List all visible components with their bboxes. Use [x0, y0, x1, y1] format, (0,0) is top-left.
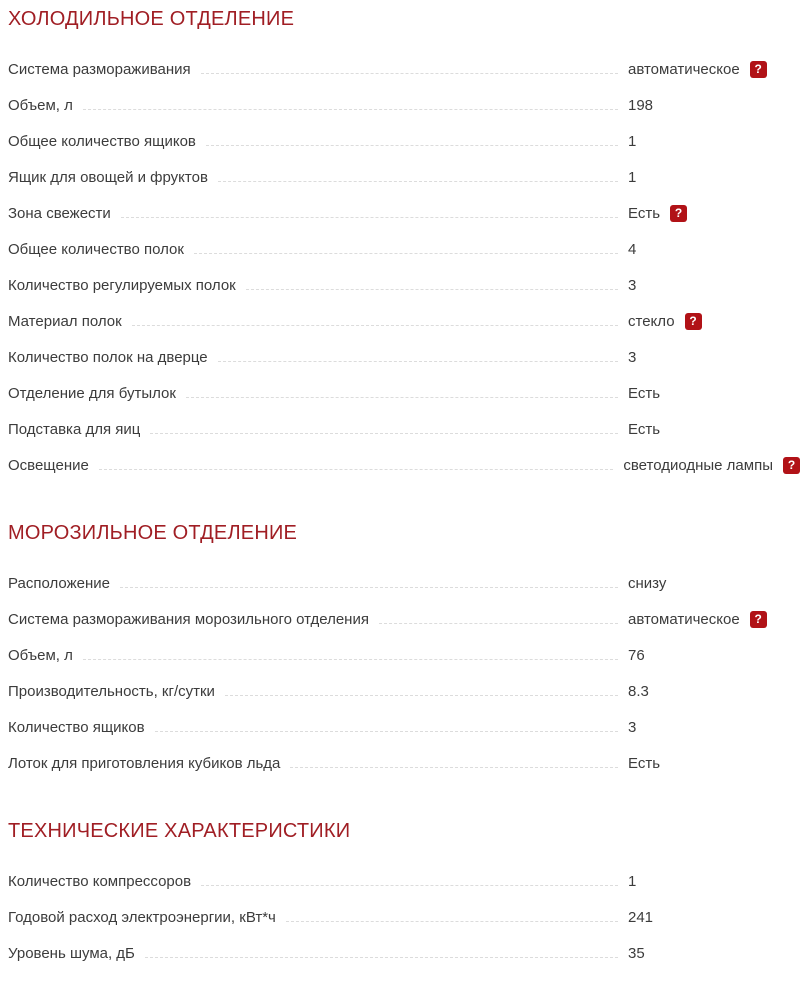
leader-dots	[150, 433, 618, 434]
spec-value-col	[628, 945, 800, 962]
section-title: МОРОЗИЛЬНОЕ ОТДЕЛЕНИЕ	[8, 522, 298, 544]
leader-dots	[290, 767, 618, 768]
spec-value-col	[628, 349, 800, 366]
spec-value-col	[628, 61, 800, 78]
spec-value: 241	[628, 909, 654, 926]
spec-value-col	[628, 647, 800, 664]
spec-label: Система размораживания	[8, 61, 191, 78]
leader-dots	[379, 623, 618, 624]
spec-row	[8, 42, 800, 78]
spec-value: Есть	[628, 205, 661, 222]
spec-label: Количество ящиков	[8, 719, 145, 736]
spec-label: Объем, л	[8, 97, 73, 114]
spec-value-col	[628, 169, 800, 186]
spec-row	[8, 150, 800, 186]
spec-row	[8, 186, 800, 222]
leader-dots	[155, 731, 618, 732]
spec-value: автоматическое	[628, 611, 740, 628]
spec-value: Есть	[628, 755, 661, 772]
spec-value-col	[628, 385, 800, 402]
spec-label: Количество регулируемых полок	[8, 277, 236, 294]
leader-dots	[218, 181, 618, 182]
spec-label: Система размораживания морозильного отделения	[8, 611, 369, 628]
spec-value: светодиодные лампы	[623, 457, 773, 474]
spec-value: Есть	[628, 421, 661, 438]
spec-label: Отделение для бутылок	[8, 385, 176, 402]
spec-row	[8, 402, 800, 438]
leader-dots	[186, 397, 618, 398]
spec-value: стекло	[628, 313, 675, 330]
spec-value-col	[628, 575, 800, 592]
spec-row	[8, 78, 800, 114]
leader-dots	[225, 695, 618, 696]
spec-label: Количество компрессоров	[8, 873, 192, 890]
spec-row	[8, 366, 800, 402]
spec-value-col	[628, 611, 800, 628]
leader-dots	[218, 361, 618, 362]
spec-row	[8, 664, 800, 700]
spec-row	[8, 700, 800, 736]
spec-row	[8, 592, 800, 628]
spec-row	[8, 628, 800, 664]
spec-label: Годовой расход электроэнергии, кВт*ч	[8, 909, 276, 926]
spec-label: Материал полок	[8, 313, 122, 330]
spec-value: 1	[628, 133, 637, 150]
spec-value: 1	[628, 169, 637, 186]
spec-value-col	[628, 909, 800, 926]
spec-value: 4	[628, 241, 637, 258]
spec-row	[8, 222, 800, 258]
spec-value-col	[628, 313, 800, 330]
help-question-icon[interactable]: ?	[750, 611, 767, 628]
leader-dots	[145, 957, 618, 958]
spec-value-col	[628, 241, 800, 258]
leader-dots	[83, 109, 618, 110]
spec-label: Производительность, кг/сутки	[8, 683, 215, 700]
spec-row	[8, 294, 800, 330]
spec-value-col	[628, 421, 800, 438]
spec-label: Общее количество ящиков	[8, 133, 196, 150]
spec-sections	[8, 8, 800, 962]
spec-label: Лоток для приготовления кубиков льда	[8, 755, 281, 772]
leader-dots	[286, 921, 618, 922]
leader-dots	[201, 73, 618, 74]
spec-value: 3	[628, 277, 637, 294]
leader-dots	[206, 145, 618, 146]
spec-label: Объем, л	[8, 647, 73, 664]
section-title: ТЕХНИЧЕСКИЕ ХАРАКТЕРИСТИКИ	[8, 820, 351, 842]
spec-section	[8, 8, 800, 474]
spec-value-col	[628, 277, 800, 294]
help-question-icon[interactable]: ?	[750, 61, 767, 78]
spec-label: Расположение	[8, 575, 110, 592]
spec-row	[8, 330, 800, 366]
leader-dots	[132, 325, 618, 326]
spec-row	[8, 438, 800, 474]
leader-dots	[201, 885, 618, 886]
spec-row	[8, 854, 800, 890]
leader-dots	[120, 587, 618, 588]
spec-value: 3	[628, 349, 637, 366]
spec-value: 76	[628, 647, 645, 664]
spec-value: 3	[628, 719, 637, 736]
spec-label: Ящик для овощей и фруктов	[8, 169, 208, 186]
help-question-icon[interactable]: ?	[685, 313, 702, 330]
spec-value-col	[623, 457, 800, 474]
section-title: ХОЛОДИЛЬНОЕ ОТДЕЛЕНИЕ	[8, 8, 295, 30]
spec-row	[8, 556, 800, 592]
spec-value-col	[628, 205, 800, 222]
spec-label: Уровень шума, дБ	[8, 945, 135, 962]
spec-label: Освещение	[8, 457, 89, 474]
spec-value-col	[628, 755, 800, 772]
spec-value: снизу	[628, 575, 667, 592]
spec-value-col	[628, 873, 800, 890]
spec-row	[8, 258, 800, 294]
spec-value: 8.3	[628, 683, 649, 700]
spec-row	[8, 736, 800, 772]
spec-value-col	[628, 97, 800, 114]
spec-value: 198	[628, 97, 654, 114]
spec-value: 35	[628, 945, 645, 962]
leader-dots	[121, 217, 618, 218]
spec-section	[8, 522, 800, 772]
leader-dots	[99, 469, 614, 470]
spec-label: Зона свежести	[8, 205, 111, 222]
spec-value: Есть	[628, 385, 661, 402]
spec-value-col	[628, 133, 800, 150]
leader-dots	[246, 289, 618, 290]
spec-label: Подставка для яиц	[8, 421, 141, 438]
help-question-icon[interactable]: ?	[783, 457, 800, 474]
spec-label: Общее количество полок	[8, 241, 184, 258]
leader-dots	[83, 659, 618, 660]
spec-value: 1	[628, 873, 637, 890]
spec-row	[8, 890, 800, 926]
spec-section	[8, 820, 800, 962]
spec-value-col	[628, 719, 800, 736]
spec-row	[8, 926, 800, 962]
spec-value-col	[628, 683, 800, 700]
spec-value: автоматическое	[628, 61, 740, 78]
help-question-icon[interactable]: ?	[670, 205, 687, 222]
leader-dots	[194, 253, 618, 254]
spec-label: Количество полок на дверце	[8, 349, 208, 366]
spec-row	[8, 114, 800, 150]
